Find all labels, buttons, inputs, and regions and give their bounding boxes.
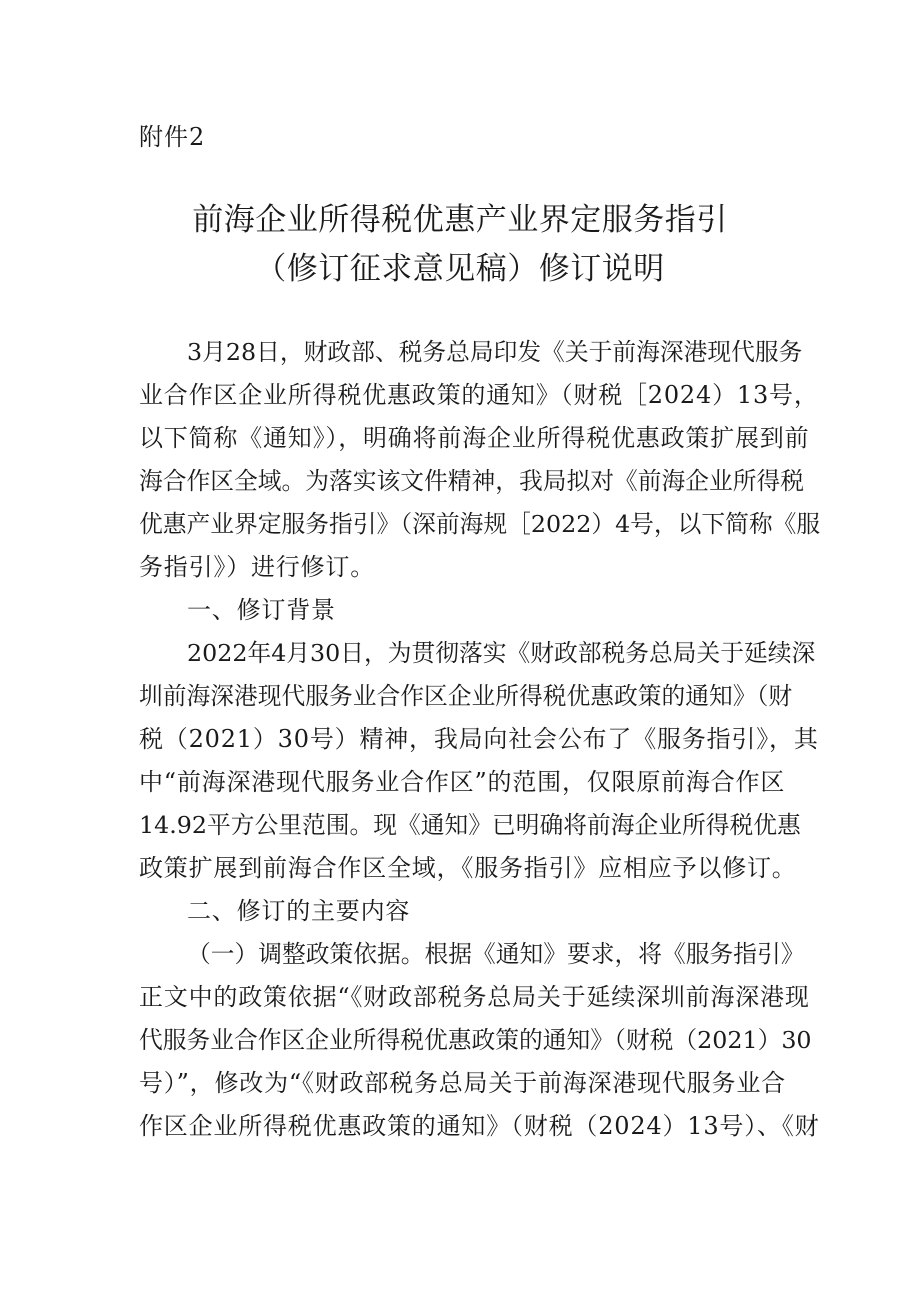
paragraph-2-line-6: 政策扩展到前海合作区全域，《服务指引》应相应予以修订。 [139, 854, 797, 882]
paragraph-1-line-3: 以下简称《通知》），明确将前海企业所得税优惠政策扩展到前 [139, 424, 810, 452]
paragraph-2-line-1: 2022年4月30日，为贯彻落实《财政部税务总局关于延续深 [187, 639, 816, 667]
paragraph-1-line-6: 务指引》）进行修订。 [139, 553, 375, 581]
paragraph-3-line-3: 代服务业合作区企业所得税优惠政策的通知》（财税（2021）30 [139, 1026, 812, 1054]
section-heading-background: 一、修订背景 [187, 596, 336, 624]
paragraph-2-line-5: 14.92平方公里范围。现《通知》已明确将前海企业所得税优惠 [139, 811, 801, 839]
paragraph-1-line-1: 3月28日，财政部、税务总局印发《关于前海深港现代服务 [187, 338, 803, 366]
document-title-line-2: （修订征求意见稿）修订说明 [255, 251, 665, 287]
attachment-label: 附件2 [139, 123, 206, 151]
paragraph-1-line-4: 海合作区全域。为落实该文件精神，我局拟对《前海企业所得税 [139, 467, 805, 495]
paragraph-2-line-3: 税（2021）30号）精神，我局向社会公布了《服务指引》，其 [139, 725, 819, 753]
paragraph-1-line-5: 优惠产业界定服务指引》（深前海规［2022）4号，以下简称《服 [139, 510, 821, 538]
section-heading-main-content: 二、修订的主要内容 [187, 897, 411, 925]
document-title-line-1: 前海企业所得税优惠产业界定服务指引 [192, 202, 728, 238]
paragraph-3-line-4: 号）”，修改为“《财政部税务总局关于前海深港现代服务业合 [139, 1069, 786, 1097]
paragraph-3-line-2: 正文中的政策依据“《财政部税务总局关于延续深圳前海深港现 [139, 983, 810, 1011]
paragraph-2-line-4: 中“前海深港现代服务业合作区”的范围，仅限原前海合作区 [139, 768, 786, 796]
paragraph-1-line-2: 业合作区企业所得税优惠政策的通知》（财税［2024）13号， [139, 381, 819, 409]
paragraph-3-line-5: 作区企业所得税优惠政策的通知》（财税（2024）13号）、《财 [139, 1112, 820, 1140]
paragraph-2-line-2: 圳前海深港现代服务业合作区企业所得税优惠政策的通知》（财 [139, 682, 793, 710]
paragraph-3-line-1: （一）调整政策依据。根据《通知》要求，将《服务指引》 [187, 940, 805, 968]
